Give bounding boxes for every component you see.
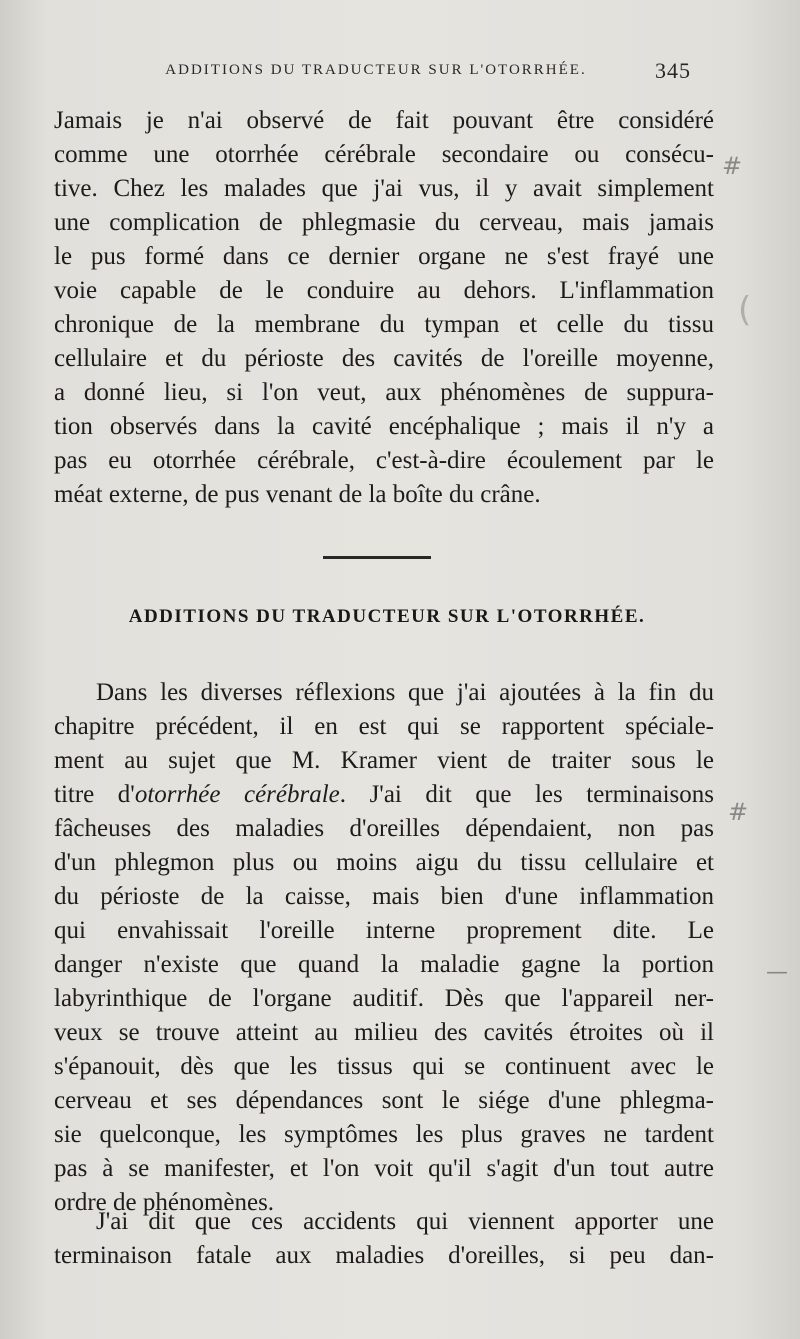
text-line: fâcheuses des maladies d'oreilles dépendaient, non pas xyxy=(54,815,714,842)
text-line: labyrinthique de l'organe auditif. Dès que l'appareil ner- xyxy=(54,985,714,1012)
running-head: ADDITIONS DU TRADUCTEUR SUR L'OTORRHÉE. xyxy=(165,62,587,78)
text-line: du périoste de la caisse, mais bien d'une inflammation xyxy=(54,883,714,910)
page-number: 345 xyxy=(655,58,691,83)
text-line: ordre de phénomènes. xyxy=(54,1189,275,1216)
text-line: titre d'otorrhée cérébrale. J'ai dit que les terminaisons xyxy=(54,781,714,808)
text-line: une complication de phlegmasie du cerveau, mais jamais xyxy=(54,209,714,236)
text-line: terminaison fatale aux maladies d'oreilles, si peu dan- xyxy=(54,1242,714,1269)
text-line: cerveau et ses dépendances sont le siége d'une phlegma- xyxy=(54,1087,714,1114)
text-line: chronique de la membrane du tympan et celle du tissu xyxy=(54,311,714,338)
text-line: sie quelconque, les symptômes les plus graves ne tardent xyxy=(54,1121,714,1148)
paragraph-3 xyxy=(54,1205,714,1273)
text-line: danger n'existe que quand la maladie gagne la portion xyxy=(54,951,714,978)
text-line: comme une otorrhée cérébrale secondaire ou consécu- xyxy=(54,141,714,168)
text-line: méat externe, de pus venant de la boîte du crâne. xyxy=(54,481,541,508)
text-line: pas eu otorrhée cérébrale, c'est-à-dire écoulement par le xyxy=(54,447,714,474)
text-line: pas à se manifester, et l'on voit qu'il s'agit d'un tout autre xyxy=(54,1155,714,1182)
italic-title: otorrhée cérébrale xyxy=(134,781,340,808)
text-line: s'épanouit, dès que les tissus qui se continuent avec le xyxy=(54,1053,714,1080)
text-line: chapitre précédent, il en est qui se rapportent spéciale- xyxy=(54,713,714,740)
text-line: J'ai dit que ces accidents qui viennent apporter une xyxy=(96,1208,714,1235)
section-divider-rule xyxy=(323,556,431,559)
text-line: Jamais je n'ai observé de fait pouvant être considéré xyxy=(54,107,714,134)
paragraph-2 xyxy=(54,676,714,1220)
margin-annotation-mark: # xyxy=(722,152,743,180)
text-line: tive. Chez les malades que j'ai vus, il y avait simplement xyxy=(54,175,714,202)
text-line: d'un phlegmon plus ou moins aigu du tissu cellulaire et xyxy=(54,849,714,876)
text-line: voie capable de le conduire au dehors. L'inflammation xyxy=(54,277,714,304)
margin-annotation-mark: ( xyxy=(738,290,752,330)
margin-annotation-mark: — xyxy=(766,960,788,985)
section-heading: ADDITIONS DU TRADUCTEUR SUR L'OTORRHÉE. xyxy=(128,606,646,627)
margin-annotation-mark: # xyxy=(728,798,749,826)
text-line: qui envahissait l'oreille interne proprement dite. Le xyxy=(54,917,714,944)
text-line: veux se trouve atteint au milieu des cavités étroites où il xyxy=(54,1019,714,1046)
paragraph-1 xyxy=(54,104,714,512)
text-line: ment au sujet que M. Kramer vient de traiter sous le xyxy=(54,747,714,774)
text-line: a donné lieu, si l'on veut, aux phénomènes de suppura- xyxy=(54,379,714,406)
text-line: Dans les diverses réflexions que j'ai ajoutées à la fin du xyxy=(96,679,714,706)
text-line: tion observés dans la cavité encéphalique ; mais il n'y a xyxy=(54,413,714,440)
text-line: le pus formé dans ce dernier organe ne s'est frayé une xyxy=(54,243,714,270)
text-line: cellulaire et du périoste des cavités de l'oreille moyenne, xyxy=(54,345,714,372)
